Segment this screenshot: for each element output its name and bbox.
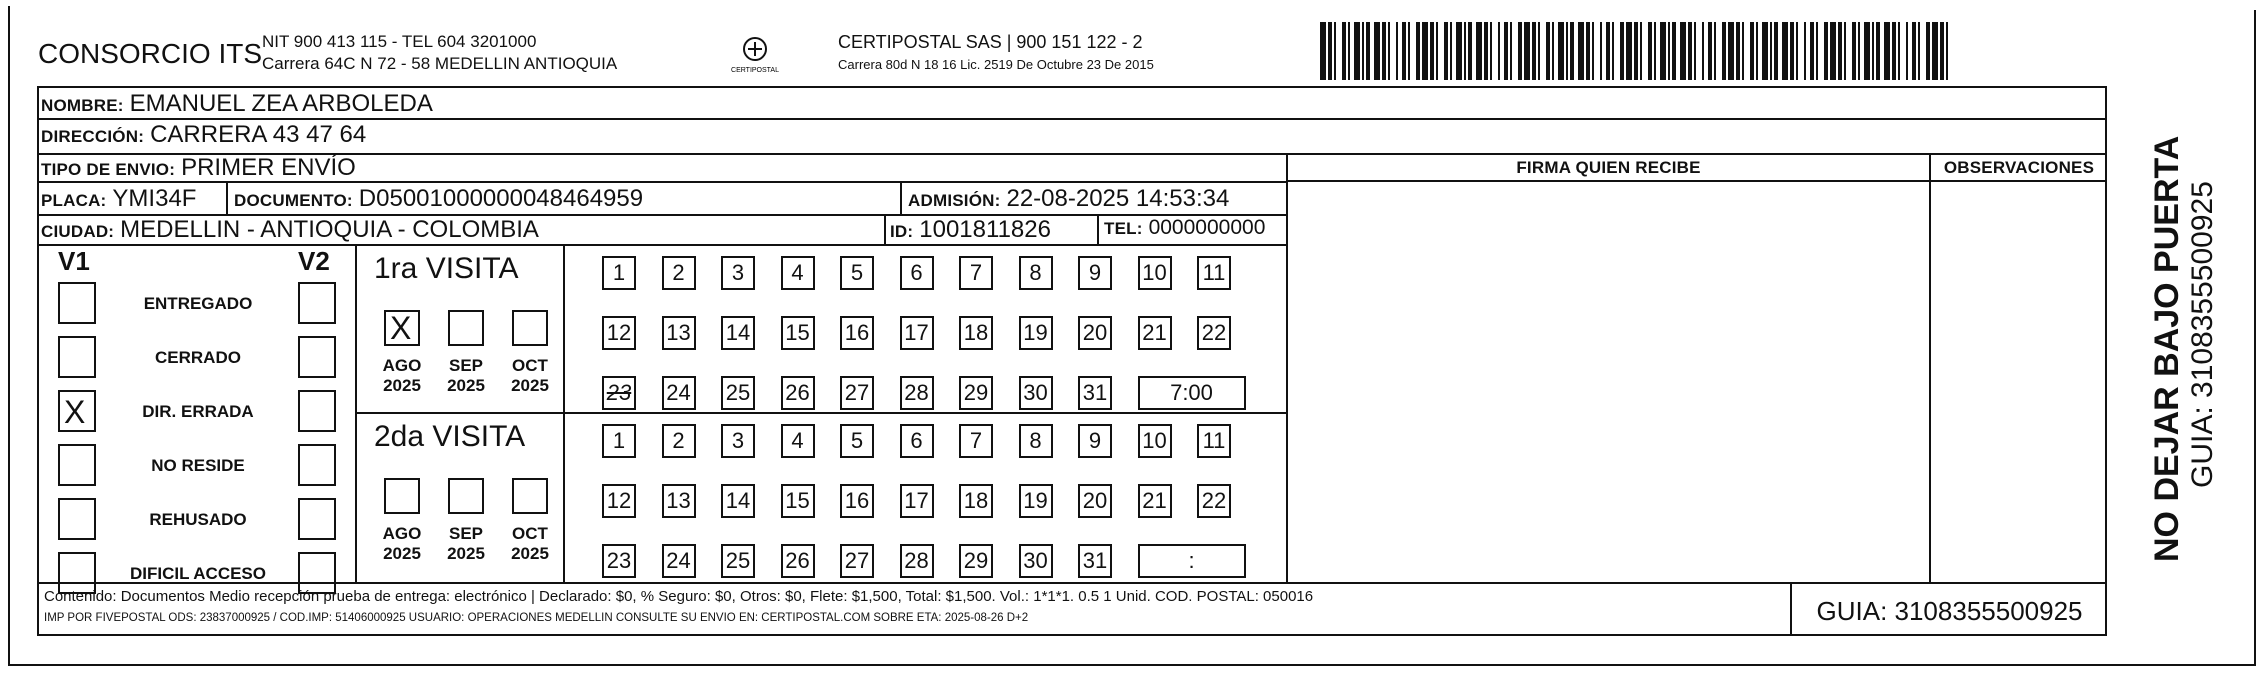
barcode [1318,22,1952,80]
barcode-bar [1932,22,1938,80]
barcode-bar [1940,22,1944,80]
status-option-label: CERRADO [155,348,241,367]
time-field[interactable]: 7:00 [1138,376,1246,410]
v1-checkbox[interactable] [58,282,96,324]
barcode-bar [1680,22,1686,80]
day-checkbox[interactable]: 5 [840,424,874,458]
direccion-field: DIRECCIÓN: CARRERA 43 47 64 [41,121,367,148]
nombre-value: EMANUEL ZEA ARBOLEDA [129,90,433,117]
right-border [2254,10,2256,666]
barcode-bar [1708,22,1712,80]
documento-value: D05001000000048464959 [358,185,644,212]
id-value: 1001811826 [919,216,1051,243]
check-mark-icon: X [64,394,86,430]
barcode-bar [1518,22,1522,80]
barcode-bar [1498,22,1500,80]
v2-label: V2 [298,246,330,276]
day-checkbox[interactable]: 10 [1138,424,1172,458]
company-line-2: Carrera 64C N 72 - 58 MEDELLIN ANTIOQUIA [262,54,618,73]
barcode-bar [1396,22,1398,80]
status-option-label: NO RESIDE [151,456,245,475]
footer-print-line: IMP POR FIVEPOSTAL ODS: 23837000925 / COD.IMP: 51406000925 USUARIO: OPERACIONES MEDELLIN CONSULTE SU ENVIO EN: CERTIPOSTAL.COM SOBRE ETA: 2025-08-26 D+2 [44,612,1029,624]
status-option-label: ENTREGADO [143,294,253,313]
day-checkbox[interactable]: 24 [662,544,696,578]
day-checkbox[interactable]: 12 [602,484,636,518]
day-checkbox[interactable]: 18 [959,484,993,518]
day-checkbox[interactable]: 27 [840,376,874,410]
barcode-bar [1444,22,1448,80]
day-checkbox[interactable]: 31 [1078,544,1112,578]
day-checkbox[interactable]: 6 [900,424,934,458]
month-checkbox[interactable] [448,310,484,346]
day-checkbox[interactable]: 27 [840,544,874,578]
firma-column-divider [1286,153,1288,584]
v1-checkbox[interactable] [58,498,96,540]
barcode-bar [1876,22,1880,80]
day-checkbox[interactable]: 13 [662,484,696,518]
month-label: OCT 2025 [511,524,549,563]
barcode-bar [1586,22,1590,80]
day-checkbox[interactable]: 30 [1019,376,1053,410]
id-field: ID: 1001811826 [890,216,1051,243]
nombre-field: NOMBRE: EMANUEL ZEA ARBOLEDA [41,90,433,117]
barcode-bar [1468,22,1472,80]
barcode-bar [1408,22,1410,80]
day-checkbox[interactable]: 9 [1078,256,1112,290]
barcode-bar [1898,22,1900,80]
barcode-bar [1476,22,1482,80]
side-title: NO DEJAR BAJO PUERTA [2148,135,2186,562]
day-checkbox[interactable]: 2 [662,424,696,458]
month-checkbox[interactable] [448,478,484,514]
day-checkbox[interactable]: 15 [781,316,815,350]
placa-value: YMI34F [112,185,197,212]
barcode-bar [1742,22,1744,80]
barcode-bar [1354,22,1360,80]
barcode-bar [1750,22,1754,80]
barcode-bar [1660,22,1666,80]
barcode-bar [1736,22,1740,80]
courier-line-1: CERTIPOSTAL SAS | 900 151 122 - 2 [838,32,1143,52]
v2-checkbox[interactable] [298,390,336,432]
barcode-bar [1816,22,1818,80]
day-checkbox[interactable]: 14 [721,484,755,518]
first-visit-title: 1ra VISITA [374,252,519,285]
barcode-bar [1430,22,1434,80]
day-checkbox[interactable]: 26 [781,544,815,578]
barcode-bar [1634,22,1638,80]
barcode-bar [1946,22,1948,80]
side-guia: GUIA: 3108355500925 [2186,181,2219,488]
barcode-bar [1450,22,1452,80]
tipo-envio-value: PRIMER ENVÍO [181,154,356,181]
status-option-label: REHUSADO [149,510,247,529]
firma-header: FIRMA QUIEN RECIBE [1516,158,1701,177]
barcode-bar [1626,22,1632,80]
v2-checkbox[interactable] [298,498,336,540]
barcode-bar [1342,22,1346,80]
day-checkbox[interactable]: 29 [959,544,993,578]
barcode-bar [1366,22,1370,80]
barcode-bar [1382,22,1386,80]
courier-line-2: Carrera 80d N 18 16 Lic. 2519 De Octubre 23 De 2015 [838,57,1154,72]
time-field[interactable]: : [1138,544,1246,578]
barcode-bar [1524,22,1530,80]
day-checkbox[interactable]: 19 [1019,484,1053,518]
barcode-bar [1668,22,1670,80]
v1-checkbox[interactable] [58,444,96,486]
day-checkbox[interactable]: 22 [1197,484,1231,518]
barcode-bar [1912,22,1916,80]
day-checkbox[interactable]: 5 [840,256,874,290]
barcode-bar [1654,22,1656,80]
barcode-bar [1852,22,1856,80]
v1-checkbox[interactable] [58,390,96,432]
barcode-bar [1702,22,1704,80]
day-checkbox[interactable]: 17 [900,316,934,350]
second-visit-title: 2da VISITA [374,420,526,453]
barcode-bar [1490,22,1492,80]
barcode-bar [1872,22,1874,80]
v1-checkbox[interactable] [58,336,96,378]
check-mark-icon: X [390,310,412,346]
barcode-bar [1546,22,1550,80]
barcode-bar [1864,22,1870,80]
tel-field: TEL: 0000000000 [1104,216,1266,239]
day-checkbox[interactable]: 7 [959,424,993,458]
day-checkbox[interactable]: 17 [900,484,934,518]
day-checkbox[interactable]: 2 [662,256,696,290]
certipostal-logo [731,33,779,77]
barcode-bar [1620,22,1624,80]
month-label: AGO 2025 [382,356,422,395]
barcode-bar [1484,22,1488,80]
barcode-bar [1728,22,1734,80]
barcode-bar [1640,22,1642,80]
admision-value: 22-08-2025 14:53:34 [1006,185,1230,212]
barcode-bar [1566,22,1568,80]
day-checkbox[interactable]: 12 [602,316,636,350]
day-checkbox[interactable]: 21 [1138,484,1172,518]
barcode-bar [1906,22,1908,80]
day-checkbox[interactable]: 16 [840,484,874,518]
day-checkbox[interactable]: 10 [1138,256,1172,290]
day-checkbox[interactable]: 6 [900,256,934,290]
barcode-bar [1570,22,1574,80]
barcode-bar [1538,22,1540,80]
day-checkbox[interactable]: 25 [721,376,755,410]
barcode-bar [1824,22,1828,80]
day-checkbox[interactable]: 23 [602,376,636,410]
barcode-bar [1844,22,1846,80]
tel-value: 0000000000 [1148,216,1266,239]
barcode-bar [1830,22,1836,80]
day-checkbox[interactable]: 9 [1078,424,1112,458]
barcode-bar [1612,22,1614,80]
barcode-bar [1762,22,1768,80]
barcode-bar [1374,22,1380,80]
barcode-bar [1884,22,1890,80]
barcode-bar [1334,22,1336,80]
barcode-bar [1926,22,1930,80]
day-checkbox[interactable]: 4 [781,424,815,458]
month-label: OCT 2025 [511,356,549,395]
barcode-bar [1648,22,1652,80]
month-label: AGO 2025 [382,524,422,563]
barcode-bar [1464,22,1466,80]
day-checkbox[interactable]: 8 [1019,256,1053,290]
ciudad-value: MEDELLIN - ANTIOQUIA - COLOMBIA [120,216,539,243]
barcode-bar [1388,22,1390,80]
barcode-bar [1532,22,1536,80]
day-checkbox[interactable]: 11 [1197,424,1231,458]
status-option-label: DIFICIL ACCESO [129,564,266,583]
day-checkbox[interactable]: 30 [1019,544,1053,578]
barcode-bar [1600,22,1602,80]
month-checkbox[interactable] [512,310,548,346]
observaciones-header: OBSERVACIONES [1943,158,2095,177]
day-checkbox[interactable]: 25 [721,544,755,578]
barcode-bar [1504,22,1508,80]
v2-checkbox[interactable] [298,444,336,486]
day-checkbox[interactable]: 1 [602,256,636,290]
barcode-bar [1918,22,1920,80]
day-checkbox[interactable]: 20 [1078,316,1112,350]
day-checkbox[interactable]: 19 [1019,316,1053,350]
day-checkbox[interactable]: 14 [721,316,755,350]
day-checkbox[interactable]: 4 [781,256,815,290]
company-line-1: NIT 900 413 115 - TEL 604 3201000 [262,32,537,51]
barcode-bar [1756,22,1758,80]
barcode-bar [1592,22,1594,80]
barcode-bar [1804,22,1806,80]
barcode-bar [1892,22,1896,80]
day-checkbox[interactable]: 26 [781,376,815,410]
left-border [8,6,10,666]
svg-text:CERTIPOSTAL: CERTIPOSTAL [731,67,779,74]
day-checkbox[interactable]: 21 [1138,316,1172,350]
day-checkbox[interactable]: 18 [959,316,993,350]
day-checkbox[interactable]: 16 [840,316,874,350]
barcode-bar [1672,22,1676,80]
placa-field: PLACA: YMI34F [41,185,197,212]
barcode-bar [1510,22,1512,80]
barcode-bar [1694,22,1696,80]
month-label: SEP 2025 [447,524,485,563]
footer-content-line: Contenido: Documentos Medio recepción prueba de entrega: electrónico | Declarado: $0, % Seguro: $0, Otros: $0, Flete: $1,500, Total: $1,500. Vol.: 1*1*1. 0.5 1 Unid. COD. POSTAL: 050016 [44,588,1314,605]
day-checkbox[interactable]: 8 [1019,424,1053,458]
barcode-bar [1722,22,1726,80]
month-checkbox[interactable] [384,310,420,346]
barcode-bar [1362,22,1364,80]
barcode-bar [1796,22,1798,80]
day-checkbox[interactable]: 31 [1078,376,1112,410]
day-checkbox[interactable]: 28 [900,544,934,578]
barcode-bar [1606,22,1610,80]
day-checkbox[interactable]: 11 [1197,256,1231,290]
barcode-bar [1714,22,1716,80]
day-checkbox[interactable]: 29 [959,376,993,410]
direccion-value: CARRERA 43 47 64 [150,121,367,148]
day-checkbox[interactable]: 3 [721,256,755,290]
barcode-bar [1558,22,1564,80]
observaciones-column-divider [1929,153,1931,584]
admision-field: ADMISIÓN: 22-08-2025 14:53:34 [908,185,1230,212]
barcode-bar [1770,22,1772,80]
v1-label: V1 [58,246,90,276]
barcode-bar [1436,22,1438,80]
day-checkbox[interactable]: 15 [781,484,815,518]
barcode-bar [1578,22,1584,80]
barcode-bar [1328,22,1332,80]
barcode-bar [1782,22,1788,80]
ciudad-field: CIUDAD: MEDELLIN - ANTIOQUIA - COLOMBIA [41,216,539,243]
footer-guia: GUIA: 3108355500925 [1816,596,2083,626]
day-checkbox[interactable]: 28 [900,376,934,410]
barcode-bar [1810,22,1814,80]
barcode-bar [1858,22,1860,80]
barcode-bar [1320,22,1326,80]
day-checkbox[interactable]: 23 [602,544,636,578]
month-checkbox[interactable] [512,478,548,514]
company-name: CONSORCIO ITS [38,38,263,69]
month-label: SEP 2025 [447,356,485,395]
day-checkbox[interactable]: 1 [602,424,636,458]
barcode-bar [1348,22,1350,80]
day-checkbox[interactable]: 13 [662,316,696,350]
day-checkbox[interactable]: 22 [1197,316,1231,350]
barcode-bar [1416,22,1420,80]
barcode-bar [1552,22,1554,80]
barcode-bar [1456,22,1462,80]
tipo-envio-field: TIPO DE ENVIO: PRIMER ENVÍO [41,154,356,181]
v2-checkbox[interactable] [298,336,336,378]
barcode-bar [1688,22,1692,80]
barcode-bar [1790,22,1794,80]
v2-checkbox[interactable] [298,282,336,324]
bottom-border [8,664,2254,666]
month-checkbox[interactable] [384,478,420,514]
barcode-bar [1402,22,1406,80]
day-checkbox[interactable]: 24 [662,376,696,410]
barcode-bar [1774,22,1778,80]
barcode-bar [1838,22,1842,80]
day-checkbox[interactable]: 3 [721,424,755,458]
barcode-bar [1422,22,1428,80]
status-option-label: DIR. ERRADA [142,402,254,421]
documento-field: DOCUMENTO: D05001000000048464959 [234,185,644,212]
day-checkbox[interactable]: 7 [959,256,993,290]
day-checkbox[interactable]: 20 [1078,484,1112,518]
